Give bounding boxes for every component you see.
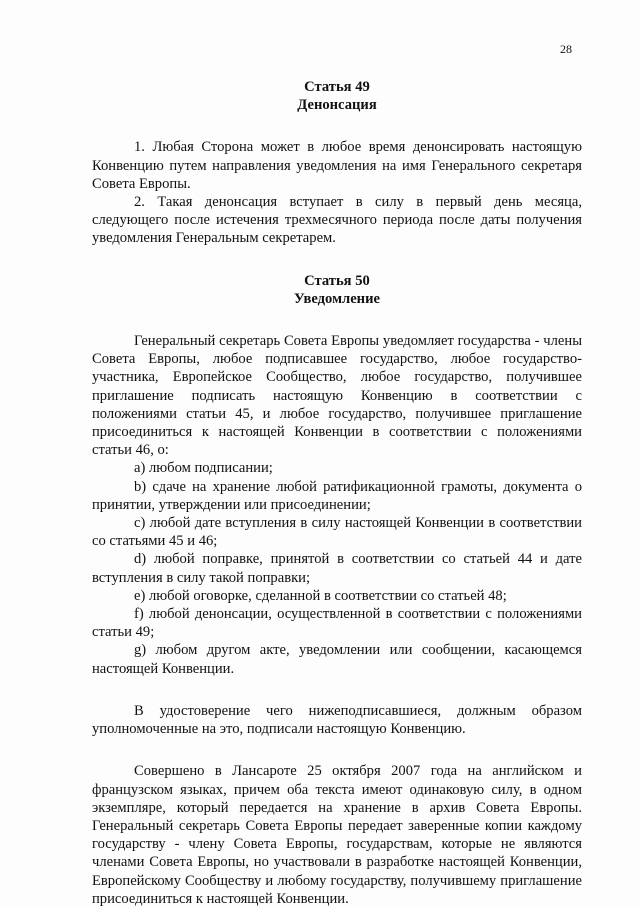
page-number: 28: [560, 42, 572, 56]
notification-item-b: b) сдаче на хранение любой ратификационной грамоты, документа о принятии, утверждении или присоединении;: [92, 478, 582, 513]
notification-item-c: c) любой дате вступления в силу настоящей Конвенции в соответствии со статьями 45 и 46;: [92, 515, 582, 550]
article-50-title: Уведомление: [294, 290, 380, 307]
notification-item-d: d) любой поправке, принятой в соответствии со статьей 44 и дате вступления в силу такой поправки;: [92, 551, 582, 586]
notification-item-e: e) любой оговорке, сделанной в соответствии со статьей 48;: [134, 587, 507, 604]
done-at-paragraph: Совершено в Лансароте 25 октября 2007 года на английском и французском языках, причем оба текста имеют одинаковую силу, в одном экземпляре, который передается на хранение в архив Совета Европы. Генеральный секретарь Совета Европы передает заверенные копии каждому государству - члену Совета Европы, государствам, которые не являются членами Совета Европы, но участвовали в разработке настоящей Конвенции, Европейскому Сообществу и любому государству, получившему приглашение присоединиться к настоящей Конвенции.: [92, 763, 582, 907]
notification-item-a: a) любом подписании;: [134, 460, 273, 477]
article-49-title: Денонсация: [297, 97, 377, 114]
page-content: [92, 78, 582, 908]
article-49-paragraph-1: 1. Любая Сторона может в любое время денонсировать настоящую Конвенцию путем направления уведомления на имя Генерального секретаря Совета Европы.: [92, 139, 582, 192]
article-49-number: Статья 49: [304, 79, 370, 95]
article-50-number: Статья 50: [304, 272, 370, 289]
witness-paragraph: В удостоверение чего нижеподписавшиеся, должным образом уполномоченные на это, подписали настоящую Конвенцию.: [92, 702, 582, 738]
notification-item-g: g) любом другом акте, уведомлении или сообщении, касающемся настоящей Конвенции.: [92, 642, 582, 677]
article-50-intro: Генеральный секретарь Совета Европы уведомляет государства - члены Совета Европы, любое подписавшее государство, любое государство-участника, Европейское Сообщество, любое государство, получившее приглашение подписать настоящую Конвенцию в соответствии с положениями статьи 45, и любое государство, получившее приглашение присоединиться к настоящей Конвенции в соответствии с положениями статьи 46, о:: [92, 333, 582, 459]
notification-item-f: f) любой денонсации, осуществленной в соответствии с положениями статьи 49;: [92, 606, 582, 641]
article-49-paragraph-2: 2. Такая денонсация вступает в силу в первый день месяца, следующего после истечения трехмесячного периода после даты получения уведомления Генеральным секретарем.: [92, 194, 582, 247]
